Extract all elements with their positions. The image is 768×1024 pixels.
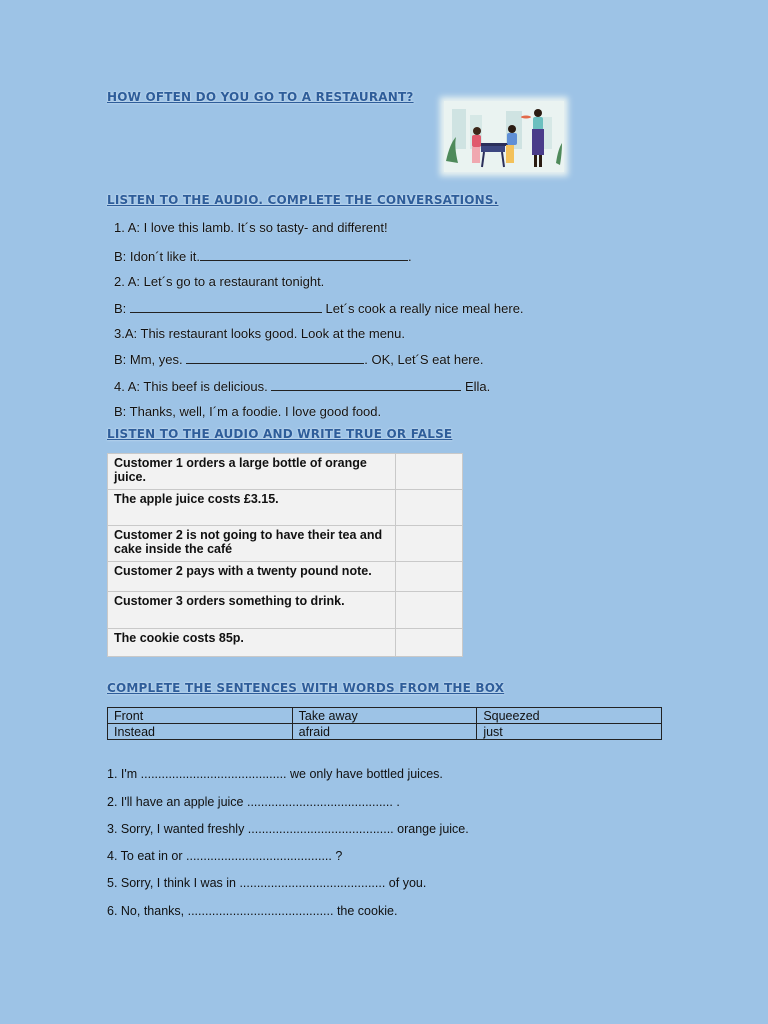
word-cell: Front xyxy=(108,708,293,724)
answer-blank[interactable]: .......................................... xyxy=(246,795,393,809)
answer-blank[interactable] xyxy=(200,248,408,261)
conversation-line: 1. A: I love this lamb. It´s so tasty- and different! xyxy=(114,220,388,235)
answer-blank[interactable] xyxy=(130,300,322,313)
answer-blank[interactable]: .......................................... xyxy=(187,904,334,918)
conversation-line: 2. A: Let´s go to a restaurant tonight. xyxy=(114,274,325,289)
word-cell: Take away xyxy=(292,708,477,724)
statement-cell: The cookie costs 85p. xyxy=(108,629,396,657)
statement-cell: Customer 1 orders a large bottle of orange juice. xyxy=(108,454,396,490)
word-cell: afraid xyxy=(292,724,477,740)
answer-blank[interactable] xyxy=(271,378,461,391)
conversation-line: B: Mm, yes. . OK, Let´S eat here. xyxy=(114,352,484,367)
sentence-item: 2. I'll have an apple juice .......................................... . xyxy=(107,795,400,809)
answer-cell[interactable] xyxy=(396,454,463,490)
true-false-table xyxy=(107,453,463,657)
sentence-item: 1. I'm .......................................... we only have bottled juices. xyxy=(107,767,443,781)
section1-heading: LISTEN TO THE AUDIO. COMPLETE THE CONVERSATIONS. xyxy=(107,193,499,207)
statement-cell: The apple juice costs £3.15. xyxy=(108,490,396,526)
conversation-line: B: Thanks, well, I´m a foodie. I love good food. xyxy=(114,404,382,419)
word-box xyxy=(107,707,662,740)
table-row xyxy=(108,526,463,562)
statement-cell: Customer 2 pays with a twenty pound note. xyxy=(108,562,396,592)
table-row xyxy=(108,454,463,490)
statement-cell: Customer 2 is not going to have their tea and cake inside the café xyxy=(108,526,396,562)
answer-blank[interactable]: .......................................... xyxy=(186,849,332,863)
word-box-row xyxy=(108,708,662,724)
statement-cell: Customer 3 orders something to drink. xyxy=(108,592,396,629)
sentence-item: 6. No, thanks, .......................................... the cookie. xyxy=(107,904,398,918)
answer-cell[interactable] xyxy=(396,562,463,592)
answer-blank[interactable]: .......................................... xyxy=(140,767,287,781)
restaurant-scene-icon xyxy=(444,101,564,172)
answer-cell[interactable] xyxy=(396,526,463,562)
answer-blank[interactable]: .......................................... xyxy=(239,876,386,890)
answer-cell[interactable] xyxy=(396,490,463,526)
answer-cell[interactable] xyxy=(396,629,463,657)
conversation-line: 4. A: This beef is delicious. Ella. xyxy=(114,379,491,394)
sentence-item: 3. Sorry, I wanted freshly .......................................... orange juice. xyxy=(107,822,469,836)
section2-heading: LISTEN TO THE AUDIO AND WRITE TRUE OR FALSE xyxy=(107,427,453,441)
page-title: HOW OFTEN DO YOU GO TO A RESTAURANT? xyxy=(107,90,414,104)
sentence-item: 4. To eat in or .......................................... ? xyxy=(107,849,343,863)
conversation-line: 3.A: This restaurant looks good. Look at the menu. xyxy=(114,326,405,341)
word-cell: Instead xyxy=(108,724,293,740)
word-box-row xyxy=(108,724,662,740)
table-row xyxy=(108,592,463,629)
answer-blank[interactable]: .......................................... xyxy=(247,822,394,836)
answer-cell[interactable] xyxy=(396,592,463,629)
table-row xyxy=(108,490,463,526)
table-row xyxy=(108,562,463,592)
word-cell: Squeezed xyxy=(477,708,662,724)
conversation-line: B: Idon´t like it. . xyxy=(114,249,412,264)
word-cell: just xyxy=(477,724,662,740)
table-row xyxy=(108,629,463,657)
sentence-item: 5. Sorry, I think I was in .......................................... of you. xyxy=(107,876,427,890)
section3-heading: COMPLETE THE SENTENCES WITH WORDS FROM THE BOX xyxy=(107,681,505,695)
answer-blank[interactable] xyxy=(186,351,364,364)
restaurant-illustration xyxy=(444,101,564,172)
conversation-line: B: Let´s cook a really nice meal here. xyxy=(114,301,524,316)
